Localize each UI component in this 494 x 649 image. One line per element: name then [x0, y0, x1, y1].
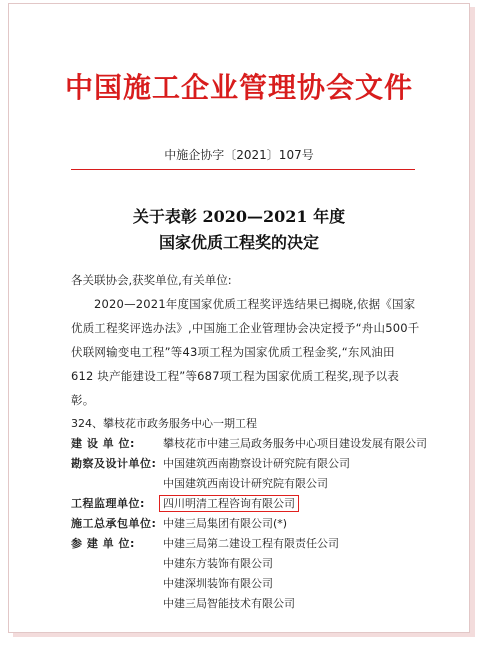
row-label: 工程监理单位: — [71, 497, 145, 510]
salutation: 各关联协会,获奖单位,有关单位: — [71, 273, 232, 287]
row-owner — [71, 434, 451, 454]
red-divider — [71, 169, 415, 170]
heading-line-1: 关于表彰 2020—2021 年度 — [132, 207, 346, 226]
highlighted-company: 四川明清工程咨询有限公司 — [159, 495, 299, 512]
row-label: 施工总承包单位: — [71, 517, 157, 530]
project-section — [71, 414, 451, 614]
row-value: 中国建筑西南勘察设计研究院有限公司 — [163, 457, 350, 470]
row-value: 中建东方装饰有限公司 — [163, 557, 273, 570]
row-design — [71, 454, 451, 494]
row-value: 中国建筑西南设计研究院有限公司 — [163, 477, 328, 490]
row-value: 攀枝花市中建三局政务服务中心项目建设发展有限公司 — [163, 437, 427, 450]
row-label: 勘察及设计单位: — [71, 457, 157, 470]
heading-line-2: 国家优质工程奖的决定 — [158, 233, 319, 252]
document-page — [8, 3, 470, 633]
row-contractor — [71, 514, 451, 534]
row-value: 中建三局集团有限公司(*) — [163, 517, 288, 530]
document-masthead: 中国施工企业管理协会文件 — [64, 71, 413, 104]
project-title: 324、攀枝花市政务服务中心一期工程 — [71, 417, 257, 430]
body-paragraph: 2020—2021年度国家优质工程奖评选结果已揭晓,依据《国家优质工程奖评选办法》,中国施工企业管理协会决定授予“舟山500千伏联网输变电工程”等43项工程为国家优质工程金奖,“东风油田 612 块产能建设工程”等687项工程为国家优质工程奖,现予以表彰。 — [71, 297, 420, 407]
row-participants — [71, 534, 451, 614]
row-supervision — [71, 494, 451, 514]
document-number: 中施企协字〔2021〕107号 — [164, 148, 314, 162]
row-label: 参 建 单 位: — [71, 537, 135, 550]
row-value: 中建三局第二建设工程有限责任公司 — [163, 537, 339, 550]
row-value: 中建深圳装饰有限公司 — [163, 577, 273, 590]
row-label: 建 设 单 位: — [71, 437, 135, 450]
row-value: 中建三局智能技术有限公司 — [163, 597, 295, 610]
